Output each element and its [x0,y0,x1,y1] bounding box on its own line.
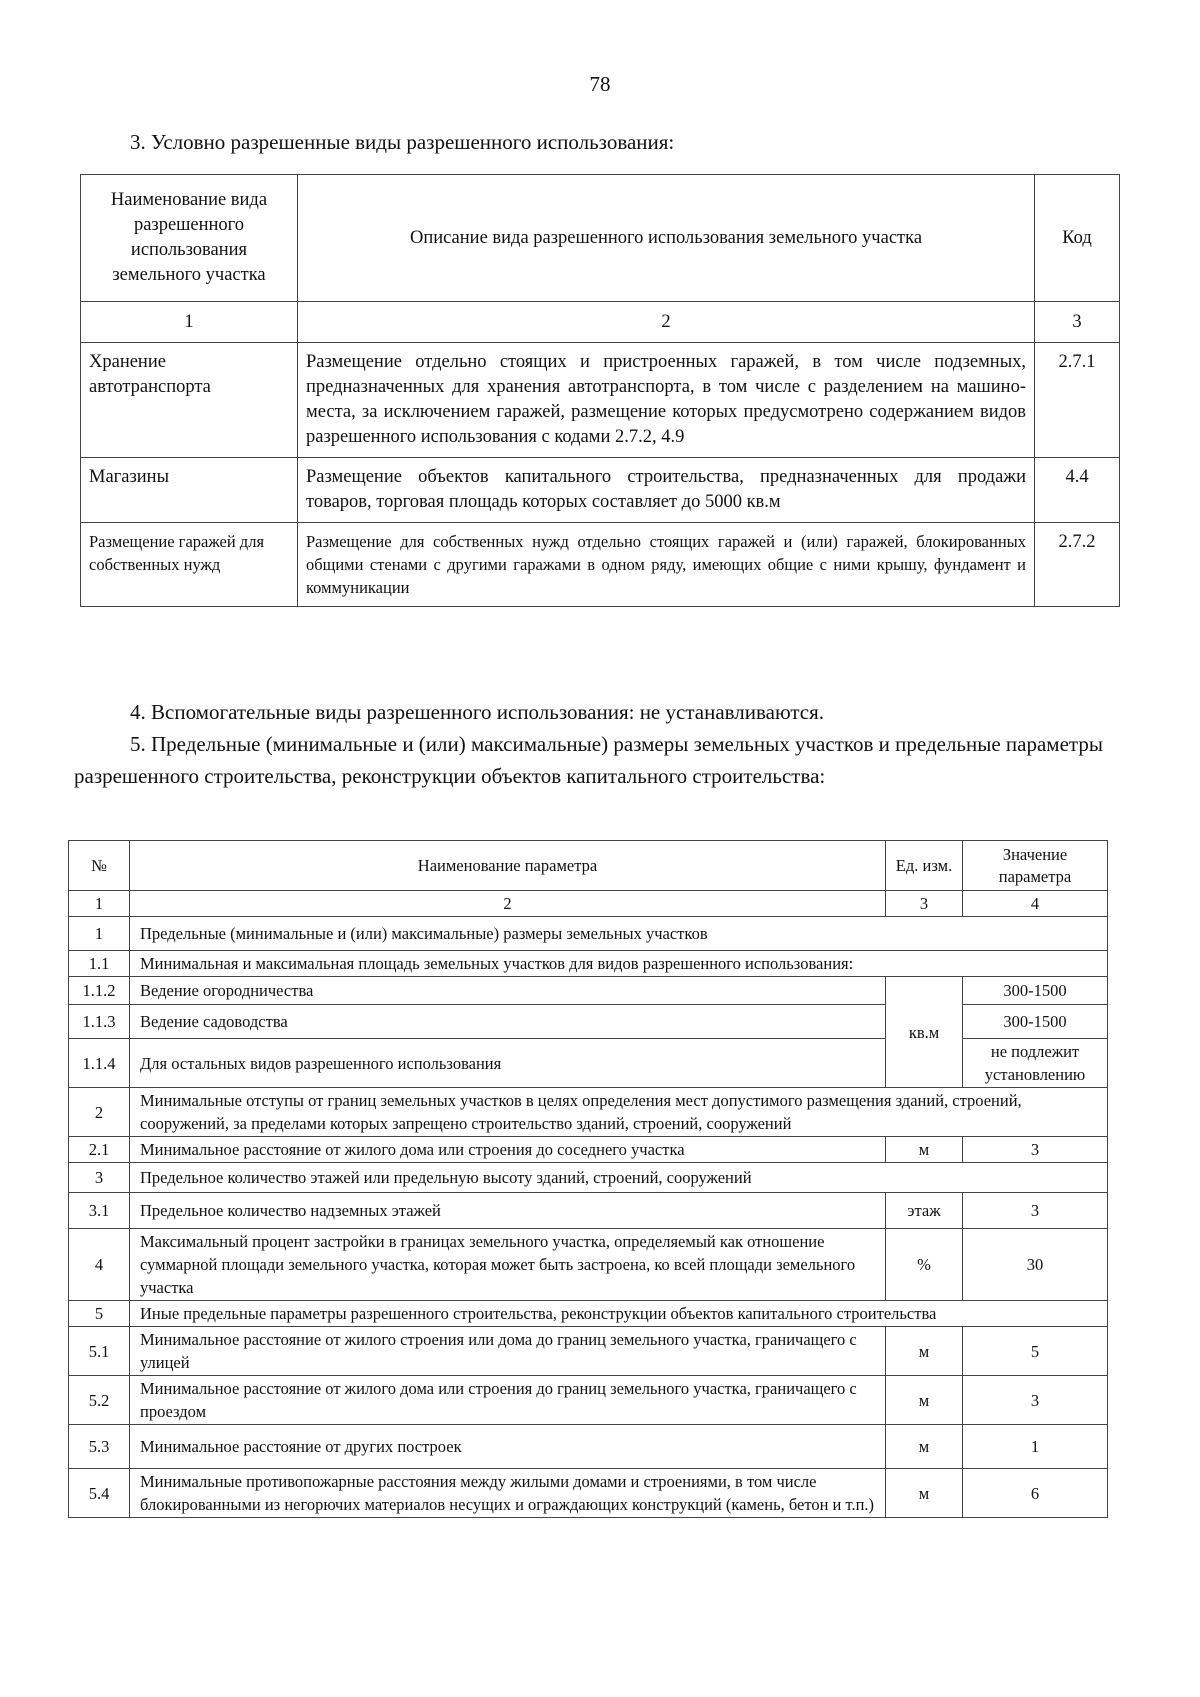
parameter-name: Минимальные отступы от границ земельных участков в целях определения мест допустимого размещения зданий, строений, сооружений, за пределами которых запрещено строительство зданий, строений, сооружений [130,1088,1108,1137]
row-number: 5.1 [69,1327,130,1376]
column-number: 3 [886,891,963,917]
parameter-name: Ведение огородничества [130,977,886,1005]
table-row [69,1301,1108,1327]
table-row [69,1137,1108,1163]
section3-heading: 3. Условно разрешенные виды разрешенного использования: [130,130,675,154]
parameter-unit: кв.м [886,977,963,1088]
parameter-value: 3 [963,1376,1108,1425]
parameter-name: Минимальное расстояние от жилого дома или строения до соседнего участка [130,1137,886,1163]
parameter-unit: м [886,1469,963,1518]
use-description: Размещение объектов капитального строительства, предназначенных для продажи товаров, торговая площадь которых составляет до 5000 кв.м [298,458,1035,523]
parameter-value: 6 [963,1469,1108,1518]
table-row [81,458,1120,523]
table-row [69,977,1108,1005]
row-number: 1.1 [69,951,130,977]
row-number: 2 [69,1088,130,1137]
use-code: 2.7.2 [1035,523,1120,607]
parameter-unit: м [886,1425,963,1469]
parameter-unit: м [886,1327,963,1376]
column-number-row [69,891,1108,917]
permitted-use-table [80,174,1120,607]
header-use-name: Наименование вида разрешенного использования земельного участка [81,175,298,302]
row-number: 2.1 [69,1137,130,1163]
table-row [69,1229,1108,1301]
row-number: 4 [69,1229,130,1301]
parameter-value: 300-1500 [963,977,1108,1005]
table-row [69,951,1108,977]
header-unit: Ед. изм. [886,841,963,891]
header-code: Код [1035,175,1120,302]
table-row [81,343,1120,458]
section5-text: 5. Предельные (минимальные и (или) максимальные) размеры земельных участков и предельные параметры разрешенного строительства, реконструкции объектов капитального строительства: [74,732,1103,788]
header-number: № [69,841,130,891]
use-description: Размещение для собственных нужд отдельно стоящих гаражей и (или) гаражей, блокированных общими стенами с другими гаражами в одном ряду, имеющих общие с ними крышу, фундамент и коммуникации [298,523,1035,607]
page-number: 78 [589,72,611,96]
use-name: Размещение гаражей для собственных нужд [81,523,298,607]
column-number: 1 [81,302,298,343]
parameter-name: Для остальных видов разрешенного использования [130,1039,886,1088]
row-number: 1.1.4 [69,1039,130,1088]
table-header-row [81,175,1120,302]
row-number: 1.1.2 [69,977,130,1005]
parameter-name: Минимальное расстояние от других построек [130,1425,886,1469]
table-row [69,1376,1108,1425]
table-row [69,1088,1108,1137]
use-description: Размещение отдельно стоящих и пристроенных гаражей, в том числе подземных, предназначенных для хранения автотранспорта, в том числе с разделением на машино-места, за исключением гаражей, размещение которых предусмотрено содержанием видов разрешенного использования с кодами 2.7.2, 4.9 [298,343,1035,458]
parameter-value: 3 [963,1137,1108,1163]
parameter-unit: м [886,1137,963,1163]
header-parameter-name: Наименование параметра [130,841,886,891]
parameters-table [68,840,1108,1518]
parameter-name: Предельное количество этажей или предельную высоту зданий, строений, сооружений [130,1163,1108,1193]
parameter-name: Максимальный процент застройки в границах земельного участка, определяемый как отношение суммарной площади земельного участка, которая может быть застроена, ко всей площади земельного участка [130,1229,886,1301]
row-number: 5 [69,1301,130,1327]
parameter-value: 300-1500 [963,1005,1108,1039]
column-number-row [81,302,1120,343]
table-row [69,1327,1108,1376]
column-number: 4 [963,891,1108,917]
section4-text: 4. Вспомогательные виды разрешенного использования: не устанавливаются. [130,700,825,724]
header-value: Значение параметра [963,841,1108,891]
parameter-unit: м [886,1376,963,1425]
parameter-unit: % [886,1229,963,1301]
row-number: 1 [69,917,130,951]
table-row [69,1425,1108,1469]
row-number: 3 [69,1163,130,1193]
row-number: 5.2 [69,1376,130,1425]
column-number: 2 [130,891,886,917]
parameter-name: Предельное количество надземных этажей [130,1193,886,1229]
parameter-value: 3 [963,1193,1108,1229]
row-number: 5.3 [69,1425,130,1469]
use-name: Магазины [81,458,298,523]
row-number: 5.4 [69,1469,130,1518]
table-row [69,1163,1108,1193]
parameter-value: 30 [963,1229,1108,1301]
use-name: Хранение автотранспорта [81,343,298,458]
parameter-value: 5 [963,1327,1108,1376]
parameter-name: Ведение садоводства [130,1005,886,1039]
parameter-name: Минимальные противопожарные расстояния между жилыми домами и строениями, в том числе блокированными из негорючих материалов несущих и ограждающих конструкций (камень, бетон и т.п.) [130,1469,886,1518]
parameter-name: Минимальное расстояние от жилого строения или дома до границ земельного участка, граничащего с улицей [130,1327,886,1376]
column-number: 3 [1035,302,1120,343]
column-number: 2 [298,302,1035,343]
parameter-value: 1 [963,1425,1108,1469]
parameter-name: Иные предельные параметры разрешенного строительства, реконструкции объектов капитального строительства [130,1301,1108,1327]
parameter-name: Предельные (минимальные и (или) максимальные) размеры земельных участков [130,917,1108,951]
column-number: 1 [69,891,130,917]
use-code: 2.7.1 [1035,343,1120,458]
table-row [69,1193,1108,1229]
row-number: 3.1 [69,1193,130,1229]
table-row [81,523,1120,607]
table-header-row [69,841,1108,891]
parameter-value: не подлежит установлению [963,1039,1108,1088]
parameter-name: Минимальная и максимальная площадь земельных участков для видов разрешенного использования: [130,951,1108,977]
parameter-unit: этаж [886,1193,963,1229]
table-row [69,1469,1108,1518]
row-number: 1.1.3 [69,1005,130,1039]
header-use-description: Описание вида разрешенного использования земельного участка [298,175,1035,302]
parameter-name: Минимальное расстояние от жилого дома или строения до границ земельного участка, граничащего с проездом [130,1376,886,1425]
use-code: 4.4 [1035,458,1120,523]
table-row [69,917,1108,951]
